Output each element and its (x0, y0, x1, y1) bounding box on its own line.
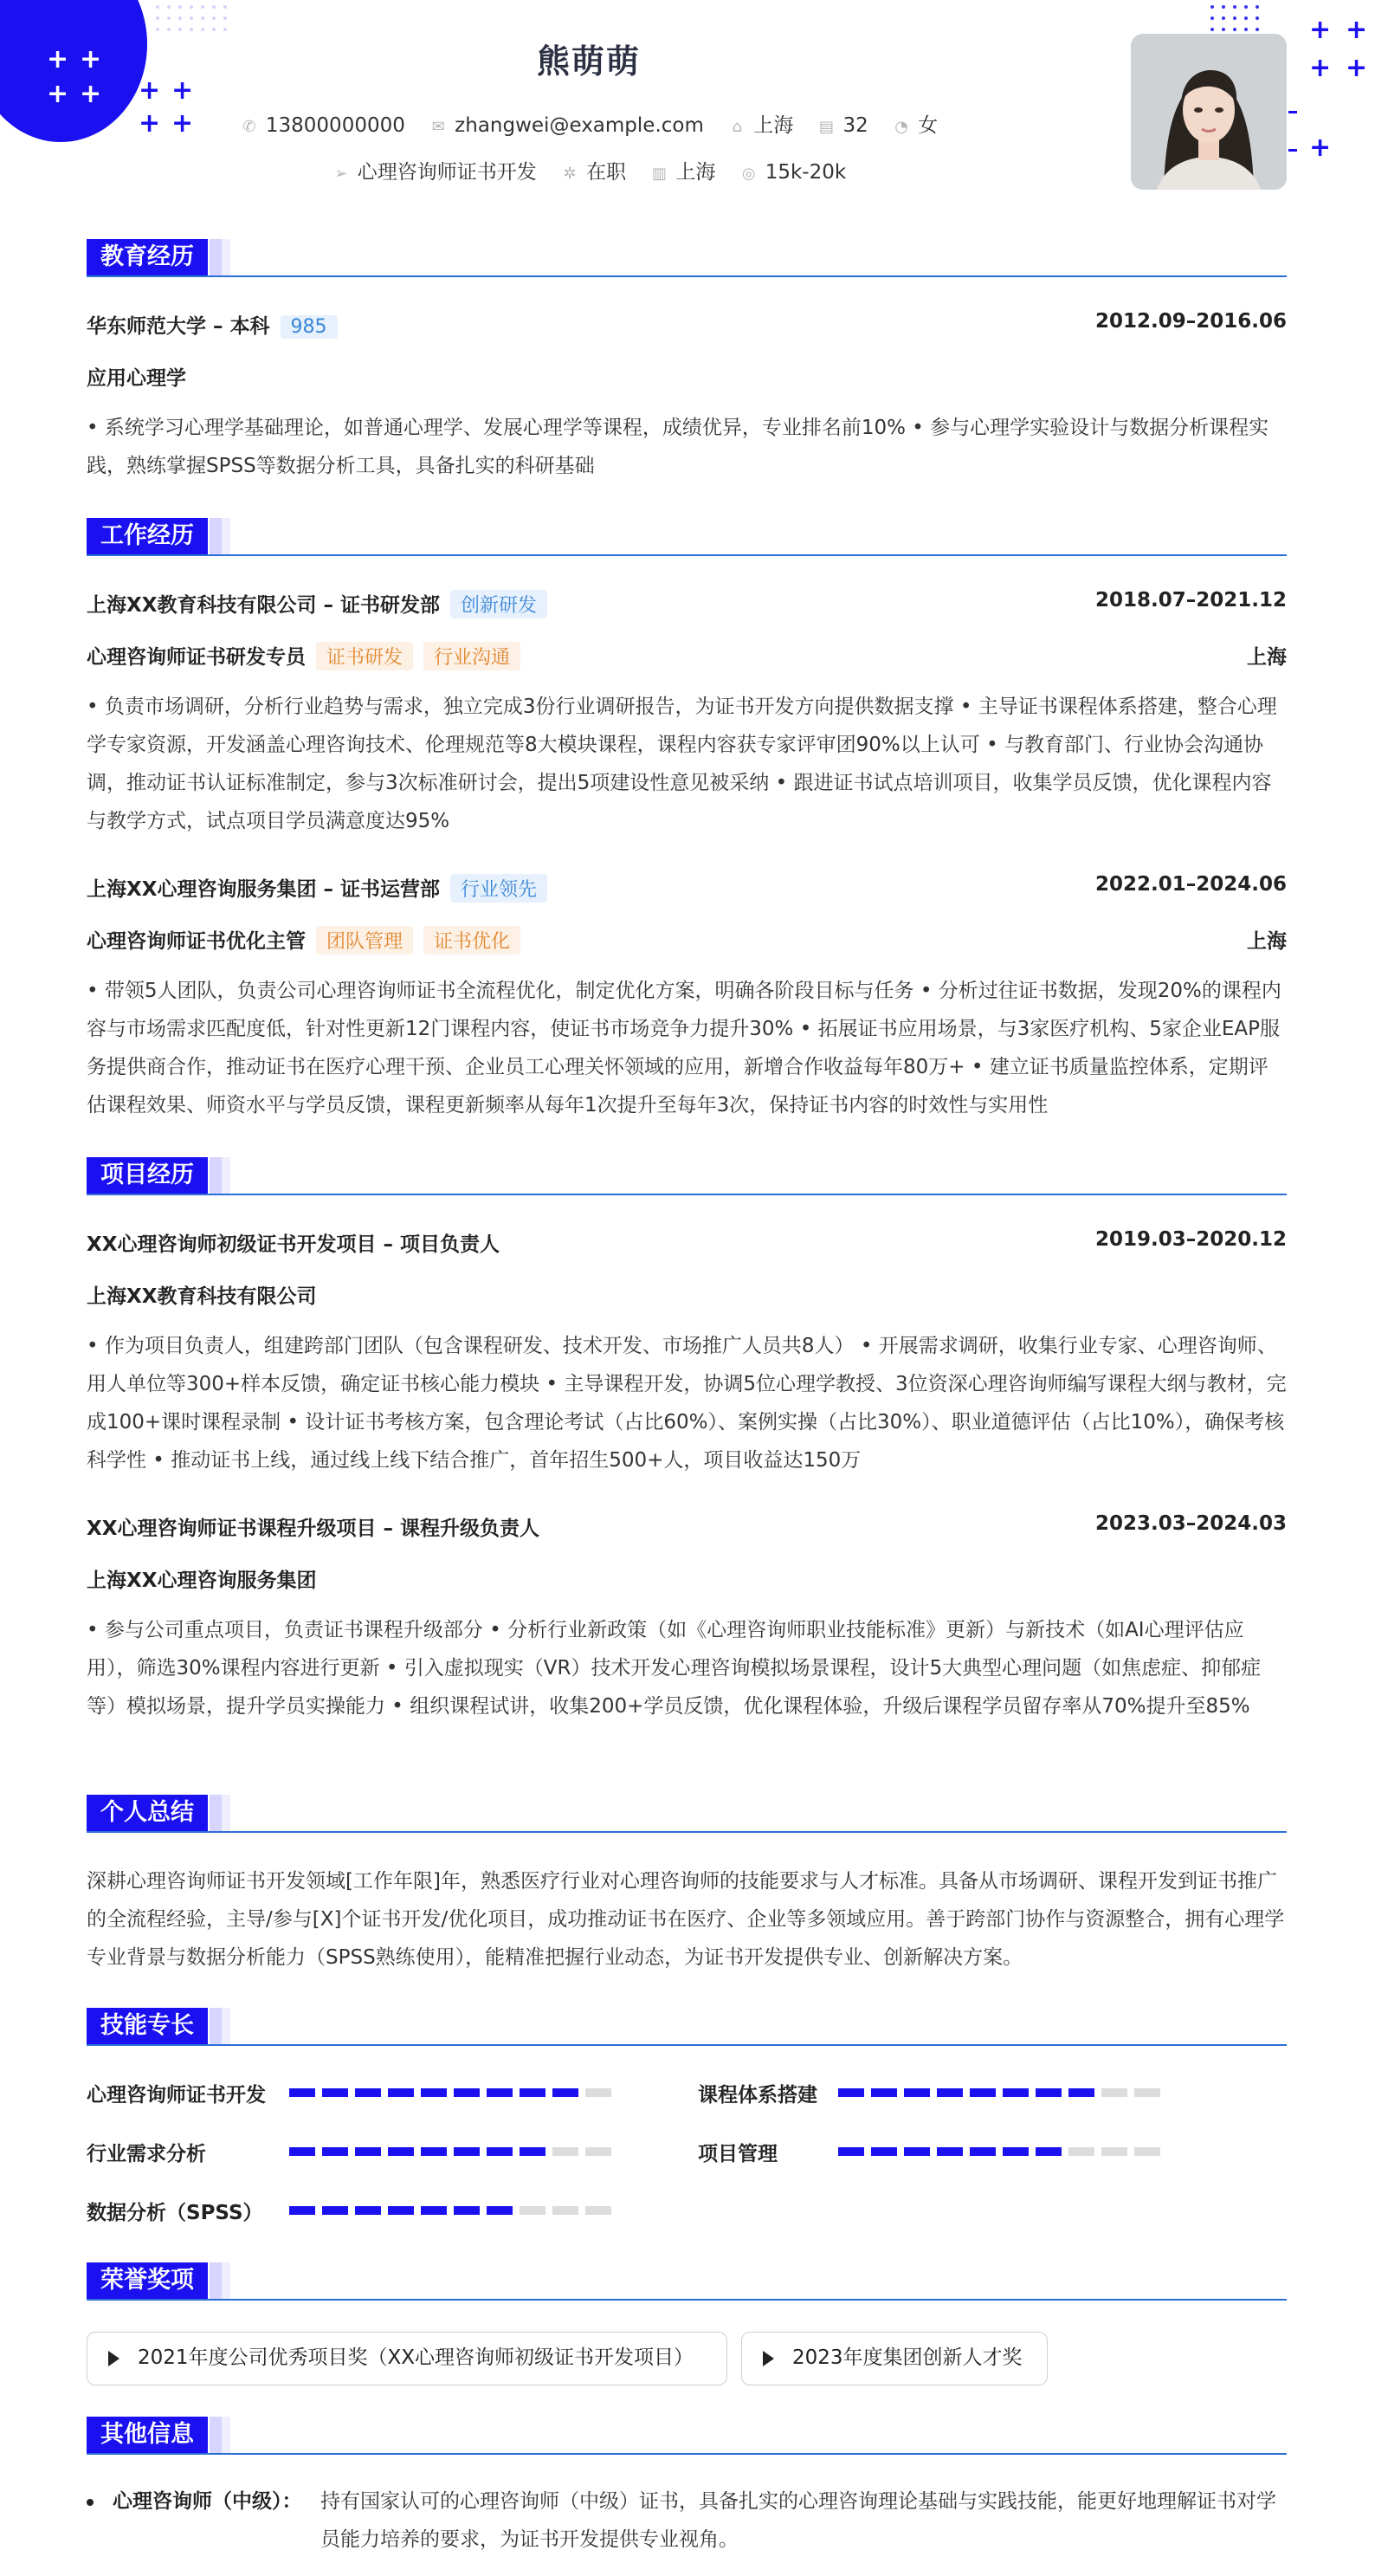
section-skills (87, 2008, 1287, 2046)
skill-level-segment (1101, 2088, 1127, 2097)
title-tail-decoration (222, 2008, 230, 2044)
skill-level-segment (904, 2147, 930, 2156)
contact-row (0, 109, 1178, 138)
skill-name: 项目管理 (698, 2143, 778, 2165)
section-title: 个人总结 (87, 1795, 208, 1831)
role-tag: 证书优化 (423, 926, 520, 955)
title-tail-decoration (222, 2417, 230, 2453)
work-company (87, 873, 547, 903)
title-tail-decoration (210, 239, 222, 275)
section-title: 工作经历 (87, 518, 208, 554)
section-education (87, 239, 1287, 277)
other-key: 心理咨询师（中级）： (113, 2490, 302, 2513)
project-org: 上海XX心理咨询服务集团 (87, 1570, 317, 1592)
money-icon: ◎ (741, 165, 756, 183)
plus-decoration: + (80, 44, 102, 74)
city-value: 上海 (753, 114, 794, 137)
work-date: 2018.07–2021.12 (1094, 589, 1287, 612)
project-name: XX心理咨询师证书课程升级项目 – 课程升级负责人 (87, 1518, 539, 1540)
skill-level-segment (454, 2147, 480, 2156)
company-tag: 行业领先 (450, 874, 547, 903)
plus-decoration: + (171, 108, 194, 139)
role-tag: 证书研发 (316, 642, 413, 670)
skill-level-segment (421, 2088, 447, 2097)
skill-level-segment (1036, 2147, 1062, 2156)
work-item-2-description: • 带领5人团队，负责公司心理咨询师证书全流程优化，制定优化方案，明确各阶段目标与任务 • 分析过往证书数据，发现20%的课程内容与市场需求匹配度低，针对性更新12门课程内容，使证书市场竞争力提升30% • 拓展证书应用场景，与3家医疗机构、5家企业EAP服务提供商合作，推动证书在医疗心理干预、企业员工心理关怀领域的应用，新增合作收益每年80万+ • 建立证书质量监控体系，定期评估课程效果、师资水平与学员反馈，课程更新频率从每年1次提升至每年3次，保持证书内容的时效性与实用性 (87, 980, 1281, 1116)
email-item (429, 114, 704, 137)
plus-decoration: + (1309, 133, 1332, 163)
project-org: 上海XX教育科技有限公司 (87, 1285, 317, 1308)
project-item-2-description: • 参与公司重点项目，负责证书课程升级部分 • 分析行业新政策（如《心理咨询师职业技能标准》更新）与新技术（如AI心理评估应用），筛选30%课程内容进行更新 • 引入虚拟现实（VR）技术开发心理咨询模拟场景课程，设计5大典型心理问题（如焦虑症、抑郁症等）模拟场景，提升学员实操能力 • 组织课程试讲，收集200+学员反馈，优化课程体验，升级后课程学员留存率从70%提升至85% (87, 1619, 1262, 1718)
home-icon: ⌂ (732, 118, 742, 136)
section-title: 其他信息 (87, 2417, 208, 2453)
skill-level-segment (289, 2147, 315, 2156)
education-description: • 系统学习心理学基础理论，如普通心理学、发展心理学等课程，成绩优异，专业排名前10% • 参与心理学实验设计与数据分析课程实践，熟练掌握SPSS等数据分析工具，具备扎实的科研基础 (87, 417, 1269, 477)
plus-decoration: + (47, 79, 69, 109)
skill-level-segment (1003, 2088, 1029, 2097)
skill-level-segment (838, 2147, 864, 2156)
skill-level-segment (937, 2088, 963, 2097)
work-item-1-description: • 负责市场调研，分析行业趋势与需求，独立完成3份行业调研报告，为证书开发方向提供数据支撑 • 主导证书课程体系搭建，整合心理学专家资源，开发涵盖心理咨询技术、伦理规范等8大模块课程，课程内容获专家评审团90%以上认可 • 与教育部门、行业协会沟通协调，推动证书认证标准制定，参与3次标准研讨会，提出5项建设性意见被采纳 • 跟进证书试点培训项目，收集学员反馈，优化课程内容与教学方式，试点项目学员满意度达95% (87, 696, 1277, 832)
role-tag: 团队管理 (316, 926, 413, 955)
city-item (727, 109, 793, 138)
award-label: 2021年度公司优秀项目奖（XX心理咨询师初级证书开发项目） (138, 2346, 694, 2369)
skill-name: 课程体系搭建 (698, 2084, 817, 2107)
section-summary (87, 1795, 1287, 1833)
title-tail-decoration (210, 518, 222, 554)
title-tail-decoration (210, 1795, 222, 1831)
role-name: 心理咨询师证书研发专员 (87, 646, 306, 669)
skill-level-segment (552, 2147, 578, 2156)
status-value: 在职 (586, 161, 627, 184)
salary-value: 15k-20k (765, 161, 847, 184)
skill-level-segment (322, 2088, 348, 2097)
phone-item (240, 114, 405, 137)
project-date: 2019.03–2020.12 (1094, 1228, 1287, 1251)
skill-level-segment (552, 2088, 578, 2097)
building-icon: ▥ (651, 165, 667, 183)
role-name: 心理咨询师证书优化主管 (87, 930, 306, 953)
company-tag: 创新研发 (450, 590, 547, 618)
status-icon: ✲ (563, 165, 577, 183)
section-divider (87, 275, 1287, 277)
education-school (87, 310, 338, 339)
skill-level-segment (421, 2147, 447, 2156)
skill-name: 心理咨询师证书开发 (87, 2084, 266, 2107)
salary-item (739, 161, 846, 184)
skill-level-segment (520, 2206, 545, 2215)
award-item (741, 2332, 1048, 2385)
project-date: 2023.03–2024.03 (1094, 1512, 1287, 1535)
skill-level-segment (388, 2147, 414, 2156)
title-tail-decoration (222, 1157, 230, 1194)
phone-icon: ✆ (242, 118, 256, 136)
skill-level-segment (1003, 2147, 1029, 2156)
skill-level-bar (838, 2147, 1160, 2156)
title-tail-decoration (222, 2262, 230, 2299)
skill-level-bar (289, 2088, 611, 2097)
section-divider (87, 2299, 1287, 2301)
skill-level-segment (970, 2147, 996, 2156)
section-other (87, 2417, 1287, 2455)
section-title: 教育经历 (87, 239, 208, 275)
section-divider (87, 1194, 1287, 1195)
school-tag: 985 (281, 315, 338, 339)
section-work (87, 518, 1287, 556)
bullet-icon (87, 2499, 94, 2506)
gender-item (892, 109, 938, 138)
plus-decoration: + (47, 44, 69, 74)
section-title: 项目经历 (87, 1157, 208, 1194)
school-name: 华东师范大学 – 本科 (87, 315, 270, 338)
skill-level-segment (1036, 2088, 1062, 2097)
skill-level-segment (520, 2088, 545, 2097)
title-tail-decoration (210, 1157, 222, 1194)
target-job-value: 心理咨询师证书开发 (357, 161, 537, 184)
other-value: 持有国家认可的心理咨询师（中级）证书，具备扎实的心理咨询理论基础与实践技能，能更好地理解证书对学员能力培养的要求，为证书开发提供专业视角。 (320, 2490, 1276, 2551)
work-date: 2022.01–2024.06 (1094, 873, 1287, 896)
skill-level-segment (454, 2088, 480, 2097)
skill-level-segment (904, 2088, 930, 2097)
send-icon: ➢ (334, 165, 348, 183)
plus-decoration: + (139, 108, 161, 139)
skill-level-segment (1134, 2147, 1160, 2156)
skill-name: 行业需求分析 (87, 2143, 206, 2165)
skill-level-bar (838, 2088, 1160, 2097)
skill-level-segment (322, 2206, 348, 2215)
summary-text: 深耕心理咨询师证书开发领域[工作年限]年，熟悉医疗行业对心理咨询师的技能要求与人才标准。具备从市场调研、课程开发到证书推广的全流程经验，主导/参与[X]个证书开发/优化项目，成功推动证书在医疗、企业等多领域应用。善于跨部门协作与资源整合，拥有心理学专业背景与数据分析能力（SPSS熟练使用），能精准把握行业动态，为证书开发提供专业、创新解决方案。 (87, 1870, 1285, 1969)
section-projects (87, 1157, 1287, 1195)
project-name: XX心理咨询师初级证书开发项目 – 项目负责人 (87, 1233, 500, 1256)
gender-value: 女 (918, 114, 939, 137)
title-tail-decoration (222, 518, 230, 554)
title-tail-decoration (210, 2262, 222, 2299)
skill-level-segment (355, 2088, 381, 2097)
skill-level-segment (487, 2147, 513, 2156)
skill-level-segment (1134, 2088, 1160, 2097)
skill-level-segment (937, 2147, 963, 2156)
plus-decoration: + (139, 75, 161, 106)
skill-level-segment (355, 2147, 381, 2156)
skill-level-segment (388, 2206, 414, 2215)
dot-grid-decoration (156, 5, 227, 31)
skill-level-segment (1101, 2147, 1127, 2156)
skill-level-segment (322, 2147, 348, 2156)
title-tail-decoration (210, 2417, 222, 2453)
company-name: 上海XX心理咨询服务集团 – 证书运营部 (87, 878, 440, 901)
section-title: 荣誉奖项 (87, 2262, 208, 2299)
age-value: 32 (842, 114, 868, 137)
target-city-item (649, 156, 715, 184)
status-item (560, 156, 626, 184)
skill-level-segment (585, 2088, 611, 2097)
skill-level-segment (1068, 2088, 1094, 2097)
company-name: 上海XX教育科技有限公司 – 证书研发部 (87, 594, 440, 617)
skill-name: 数据分析（SPSS） (87, 2202, 263, 2224)
phone-value: 13800000000 (265, 114, 405, 137)
skill-level-segment (1068, 2147, 1094, 2156)
skill-level-segment (871, 2088, 897, 2097)
title-tail-decoration (222, 1795, 230, 1831)
gender-icon: ◔ (894, 118, 908, 136)
plus-decoration: + (1309, 53, 1332, 83)
project-item-1-description: • 作为项目负责人，组建跨部门团队（包含课程研发、技术开发、市场推广人员共8人） • 开展需求调研，收集行业专家、心理咨询师、用人单位等300+样本反馈，确定证书核心能力模块 • 主导课程开发，协调5位心理学教授、3位资深心理咨询师编写课程大纲与教材，完成100+课时课程录制 • 设计证书考核方案，包含理论考试（占比60%）、案例实操（占比30%）、职业道德评估（占比10%），确保考核科学性 • 推动证书上线，通过线上线下结合推广，首年招生500+人，项目收益达150万 (87, 1335, 1287, 1472)
skill-level-segment (585, 2206, 611, 2215)
work-location: 上海 (1247, 930, 1287, 953)
job-intent-row (0, 156, 1178, 184)
work-role (87, 925, 520, 955)
section-title: 技能专长 (87, 2008, 208, 2044)
skill-level-segment (487, 2206, 513, 2215)
award-label: 2023年度集团创新人才奖 (792, 2346, 1023, 2369)
email-value: zhangwei@example.com (455, 114, 704, 137)
section-divider (87, 1831, 1287, 1833)
work-role (87, 641, 520, 670)
skill-level-segment (454, 2206, 480, 2215)
skill-level-segment (552, 2206, 578, 2215)
skill-level-segment (289, 2088, 315, 2097)
section-divider (87, 554, 1287, 556)
age-item (817, 114, 868, 137)
skill-level-segment (355, 2206, 381, 2215)
work-location: 上海 (1247, 646, 1287, 669)
skill-level-segment (520, 2147, 545, 2156)
plus-decoration: + (80, 79, 102, 109)
skill-level-bar (289, 2206, 611, 2215)
triangle-right-icon (108, 2351, 119, 2366)
skill-level-segment (838, 2088, 864, 2097)
plus-decoration: + (1346, 15, 1368, 45)
profile-photo (1131, 34, 1287, 190)
skill-level-segment (970, 2088, 996, 2097)
target-city-value: 上海 (675, 161, 716, 184)
resume-name: 熊萌萌 (536, 42, 641, 81)
plus-decoration: + (171, 75, 194, 106)
education-date: 2012.09–2016.06 (1094, 310, 1287, 333)
dash-decoration (1288, 111, 1297, 113)
dash-decoration (1288, 149, 1297, 152)
section-divider (87, 2453, 1287, 2455)
avatar (1131, 34, 1287, 190)
skill-level-segment (421, 2206, 447, 2215)
other-item (87, 2482, 1287, 2560)
education-major: 应用心理学 (87, 367, 186, 390)
work-company (87, 589, 547, 618)
mail-icon: ✉ (431, 118, 445, 136)
plus-decoration: + (1346, 53, 1368, 83)
triangle-right-icon (763, 2351, 774, 2366)
skill-level-segment (585, 2147, 611, 2156)
skill-level-segment (487, 2088, 513, 2097)
skill-level-segment (289, 2206, 315, 2215)
skill-level-segment (388, 2088, 414, 2097)
dot-grid-decoration (1210, 5, 1259, 31)
section-divider (87, 2044, 1287, 2046)
target-job-item (332, 156, 537, 184)
section-awards (87, 2262, 1287, 2301)
plus-decoration: + (1309, 15, 1332, 45)
skill-level-bar (289, 2147, 611, 2156)
skill-level-segment (871, 2147, 897, 2156)
award-item (87, 2332, 727, 2385)
title-tail-decoration (210, 2008, 222, 2044)
calendar-icon: ▤ (818, 118, 834, 136)
role-tag: 行业沟通 (423, 642, 520, 670)
title-tail-decoration (222, 239, 230, 275)
